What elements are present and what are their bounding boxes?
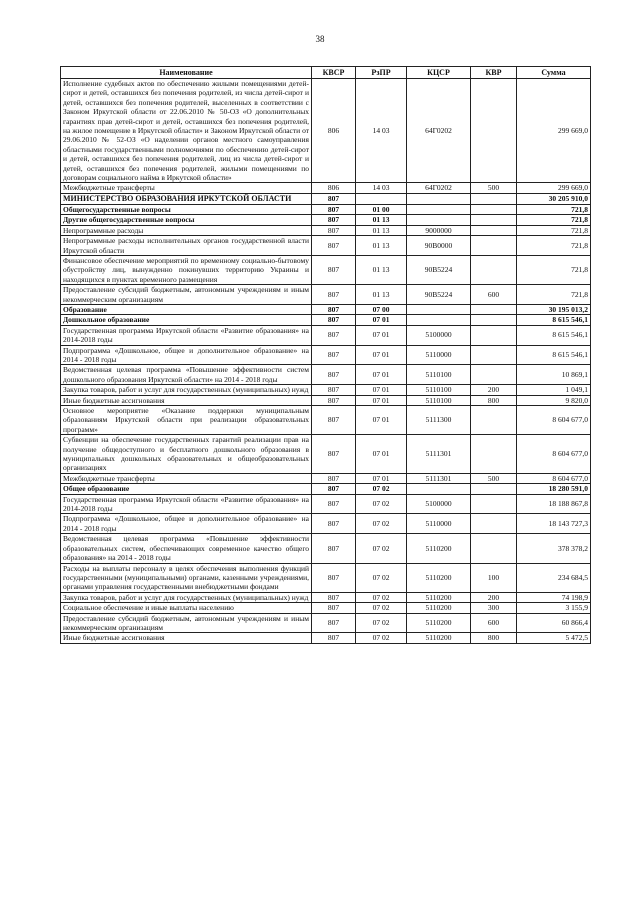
cell-rzpr: 07 01 xyxy=(356,325,407,345)
cell-sum: 721,8 xyxy=(517,255,591,284)
table-row xyxy=(61,236,591,256)
cell-kcsr: 64Г0202 xyxy=(407,183,471,193)
cell-kvsr: 806 xyxy=(312,79,356,183)
table-header-row xyxy=(61,67,591,79)
cell-kvr xyxy=(471,193,517,204)
header-sum: Сумма xyxy=(517,67,591,79)
cell-name: Ведомственная целевая программа «Повышение эффективности образовательных систем, обеспечивающих современное качество общего образования» на 2014 - 2018 годы xyxy=(61,534,312,563)
cell-kcsr: 5111301 xyxy=(407,435,471,474)
cell-rzpr: 01 13 xyxy=(356,285,407,305)
header-kvsr: КВСР xyxy=(312,67,356,79)
header-kvr: КВР xyxy=(471,67,517,79)
cell-kvsr: 807 xyxy=(312,304,356,314)
table-row xyxy=(61,183,591,193)
cell-kvr xyxy=(471,345,517,365)
cell-kvsr: 807 xyxy=(312,345,356,365)
cell-name: Подпрограмма «Дошкольное, общее и дополнительное образование» на 2014 - 2018 годы xyxy=(61,345,312,365)
cell-kvr xyxy=(471,255,517,284)
cell-name: Предоставление субсидий бюджетным, автономным учреждениям и иным некоммерческим организациям xyxy=(61,285,312,305)
table-row xyxy=(61,484,591,494)
cell-kvr xyxy=(471,365,517,385)
cell-name: МИНИСТЕРСТВО ОБРАЗОВАНИЯ ИРКУТСКОЙ ОБЛАСТИ xyxy=(61,193,312,204)
cell-sum: 8 604 677,0 xyxy=(517,406,591,435)
cell-name: Дошкольное образование xyxy=(61,315,312,325)
cell-name: Субвенции на обеспечение государственных гарантий реализации прав на получение общедоступного и бесплатного дошкольного образования в муниципальных дошкольных образовательных и общеобразовательных организациях xyxy=(61,435,312,474)
cell-name: Государственная программа Иркутской области «Развитие образования» на 2014-2018 годы xyxy=(61,494,312,514)
cell-sum: 8 615 546,1 xyxy=(517,325,591,345)
cell-sum: 18 188 867,8 xyxy=(517,494,591,514)
cell-rzpr: 07 01 xyxy=(356,435,407,474)
cell-kvsr: 807 xyxy=(312,193,356,204)
cell-name: Иные бюджетные ассигнования xyxy=(61,633,312,643)
cell-rzpr xyxy=(356,193,407,204)
cell-name: Финансовое обеспечение мероприятий по временному социально-бытовому обустройству лиц, вынужденно покинувших территорию Украины и находящихся в пунктах временного размещения xyxy=(61,255,312,284)
cell-rzpr: 07 02 xyxy=(356,603,407,613)
cell-rzpr: 14 03 xyxy=(356,79,407,183)
cell-name: Предоставление субсидий бюджетным, автономным учреждениям и иным некоммерческим организациям xyxy=(61,613,312,633)
cell-kcsr: 90В5224 xyxy=(407,255,471,284)
cell-sum: 234 684,5 xyxy=(517,563,591,592)
cell-sum: 378 378,2 xyxy=(517,534,591,563)
cell-kvsr: 807 xyxy=(312,406,356,435)
cell-sum: 299 669,0 xyxy=(517,183,591,193)
cell-kcsr xyxy=(407,193,471,204)
cell-sum: 721,8 xyxy=(517,285,591,305)
cell-kvr xyxy=(471,236,517,256)
cell-kvsr: 807 xyxy=(312,315,356,325)
cell-name: Закупка товаров, работ и услуг для государственных (муниципальных) нужд xyxy=(61,592,312,602)
table-row xyxy=(61,603,591,613)
cell-kcsr: 5100000 xyxy=(407,325,471,345)
cell-rzpr: 07 02 xyxy=(356,534,407,563)
cell-kvsr: 807 xyxy=(312,592,356,602)
cell-kcsr: 5110100 xyxy=(407,365,471,385)
table-row xyxy=(61,204,591,214)
cell-kcsr: 64Г0202 xyxy=(407,79,471,183)
cell-kcsr: 5110100 xyxy=(407,395,471,405)
cell-kvr xyxy=(471,79,517,183)
cell-sum: 8 615 546,1 xyxy=(517,315,591,325)
cell-kvsr: 807 xyxy=(312,365,356,385)
cell-kcsr: 5110000 xyxy=(407,345,471,365)
cell-sum: 721,8 xyxy=(517,225,591,235)
cell-name: Основное мероприятие «Оказание поддержки муниципальным образованиям Иркутской области при реализации образовательных программ» xyxy=(61,406,312,435)
cell-kcsr xyxy=(407,484,471,494)
cell-sum: 10 869,1 xyxy=(517,365,591,385)
cell-rzpr: 07 01 xyxy=(356,315,407,325)
cell-kvsr: 807 xyxy=(312,385,356,395)
cell-rzpr: 07 01 xyxy=(356,365,407,385)
cell-kvr xyxy=(471,484,517,494)
cell-kvr: 100 xyxy=(471,563,517,592)
cell-sum: 74 198,9 xyxy=(517,592,591,602)
cell-kvr: 500 xyxy=(471,183,517,193)
cell-kvsr: 807 xyxy=(312,325,356,345)
cell-rzpr: 07 01 xyxy=(356,473,407,483)
cell-kvsr: 807 xyxy=(312,215,356,225)
cell-kvr: 200 xyxy=(471,592,517,602)
table-row xyxy=(61,345,591,365)
table-row xyxy=(61,193,591,204)
cell-name: Подпрограмма «Дошкольное, общее и дополнительное образование» на 2014 - 2018 годы xyxy=(61,514,312,534)
cell-rzpr: 01 13 xyxy=(356,236,407,256)
cell-rzpr: 07 00 xyxy=(356,304,407,314)
cell-kcsr: 5110200 xyxy=(407,633,471,643)
cell-kvsr: 807 xyxy=(312,395,356,405)
cell-name: Социальное обеспечение и иные выплаты населению xyxy=(61,603,312,613)
cell-rzpr: 01 13 xyxy=(356,255,407,284)
cell-name: Другие общегосударственные вопросы xyxy=(61,215,312,225)
cell-rzpr: 07 01 xyxy=(356,406,407,435)
header-rzpr: РзПР xyxy=(356,67,407,79)
cell-kvsr: 807 xyxy=(312,435,356,474)
table-row xyxy=(61,435,591,474)
cell-kcsr: 5110200 xyxy=(407,563,471,592)
cell-rzpr: 07 02 xyxy=(356,514,407,534)
cell-rzpr: 07 01 xyxy=(356,345,407,365)
cell-kvr xyxy=(471,315,517,325)
table-row xyxy=(61,365,591,385)
cell-kvsr: 807 xyxy=(312,285,356,305)
cell-sum: 9 820,0 xyxy=(517,395,591,405)
cell-kvr: 800 xyxy=(471,633,517,643)
cell-kvsr: 807 xyxy=(312,563,356,592)
cell-kvr xyxy=(471,225,517,235)
cell-kvsr: 807 xyxy=(312,514,356,534)
cell-sum: 721,8 xyxy=(517,236,591,256)
table-row xyxy=(61,406,591,435)
cell-rzpr: 07 02 xyxy=(356,613,407,633)
cell-name: Общее образование xyxy=(61,484,312,494)
cell-kvsr: 807 xyxy=(312,633,356,643)
cell-kvr: 500 xyxy=(471,473,517,483)
cell-kvsr: 807 xyxy=(312,613,356,633)
cell-sum: 8 615 546,1 xyxy=(517,345,591,365)
cell-name: Исполнение судебных актов по обеспечению жилыми помещениями детей-сирот и детей, оставшихся без попечения родителей, из числа детей-сирот и детей, оставшихся без попечения родителей, выселенных в соответствии с Законом Иркутской области от 22.06.2010 № 50-ОЗ «О дополнительных гарантиях прав детей-сирот и детей, оставшихся без попечения родителей, на жилое помещение в Иркутской области» и Законом Иркутской области от 29.06.2010 № 52-ОЗ «О наделении органов местного самоуправления областными государственными полномочиями по обеспечению детей-сирот и детей, оставшихся без попечения родителей, лиц из числа детей-сирот и детей, оставшихся без попечения родителей, жилыми помещениями по договорам социального найма в Иркутской области» xyxy=(61,79,312,183)
cell-kvsr: 807 xyxy=(312,473,356,483)
cell-rzpr: 01 13 xyxy=(356,215,407,225)
table-row xyxy=(61,79,591,183)
table-row xyxy=(61,215,591,225)
cell-name: Межбюджетные трансферты xyxy=(61,473,312,483)
table-row xyxy=(61,563,591,592)
cell-name: Межбюджетные трансферты xyxy=(61,183,312,193)
cell-kvsr: 807 xyxy=(312,484,356,494)
cell-sum: 721,8 xyxy=(517,215,591,225)
cell-sum: 721,8 xyxy=(517,204,591,214)
table-row xyxy=(61,395,591,405)
cell-name: Общегосударственные вопросы xyxy=(61,204,312,214)
table-row xyxy=(61,613,591,633)
cell-sum: 8 604 677,0 xyxy=(517,435,591,474)
cell-kcsr xyxy=(407,204,471,214)
budget-table xyxy=(60,66,591,644)
cell-sum: 30 205 910,0 xyxy=(517,193,591,204)
cell-sum: 18 280 591,0 xyxy=(517,484,591,494)
table-row xyxy=(61,633,591,643)
cell-rzpr: 07 02 xyxy=(356,633,407,643)
cell-name: Образование xyxy=(61,304,312,314)
cell-sum: 5 472,5 xyxy=(517,633,591,643)
cell-kvr xyxy=(471,514,517,534)
cell-rzpr: 01 00 xyxy=(356,204,407,214)
cell-name: Расходы на выплаты персоналу в целях обеспечения выполнения функций государственными (муниципальными) органами, казенными учреждениями, органами управления государственными внебюджетными фондами xyxy=(61,563,312,592)
cell-kcsr: 5110100 xyxy=(407,385,471,395)
cell-rzpr: 07 01 xyxy=(356,395,407,405)
table-row xyxy=(61,534,591,563)
cell-kvsr: 807 xyxy=(312,255,356,284)
cell-kvr xyxy=(471,215,517,225)
table-row xyxy=(61,473,591,483)
cell-sum: 30 195 013,2 xyxy=(517,304,591,314)
cell-kvr xyxy=(471,534,517,563)
cell-sum: 299 669,0 xyxy=(517,79,591,183)
cell-kcsr: 90В5224 xyxy=(407,285,471,305)
cell-kcsr: 5110200 xyxy=(407,613,471,633)
cell-kvr: 600 xyxy=(471,613,517,633)
cell-kcsr xyxy=(407,304,471,314)
table-row xyxy=(61,315,591,325)
cell-sum: 8 604 677,0 xyxy=(517,473,591,483)
page-number: 38 xyxy=(315,34,325,44)
cell-rzpr: 07 02 xyxy=(356,494,407,514)
cell-kvr: 600 xyxy=(471,285,517,305)
cell-name: Государственная программа Иркутской области «Развитие образования» на 2014-2018 годы xyxy=(61,325,312,345)
cell-kvr xyxy=(471,204,517,214)
cell-kcsr: 5100000 xyxy=(407,494,471,514)
cell-rzpr: 14 03 xyxy=(356,183,407,193)
cell-kvr: 300 xyxy=(471,603,517,613)
table-row xyxy=(61,304,591,314)
cell-kvr xyxy=(471,406,517,435)
cell-kcsr: 5110200 xyxy=(407,534,471,563)
cell-kvr: 800 xyxy=(471,395,517,405)
cell-kvr xyxy=(471,325,517,345)
cell-name: Непрограммные расходы xyxy=(61,225,312,235)
table-row xyxy=(61,225,591,235)
cell-kvsr: 807 xyxy=(312,225,356,235)
cell-kvsr: 807 xyxy=(312,603,356,613)
cell-kcsr xyxy=(407,215,471,225)
cell-kvsr: 806 xyxy=(312,183,356,193)
cell-kvsr: 807 xyxy=(312,236,356,256)
table-body xyxy=(61,79,591,644)
cell-sum: 18 143 727,3 xyxy=(517,514,591,534)
cell-rzpr: 07 02 xyxy=(356,484,407,494)
cell-kcsr: 5111301 xyxy=(407,473,471,483)
cell-kcsr: 5110200 xyxy=(407,592,471,602)
cell-kvr xyxy=(471,494,517,514)
cell-rzpr: 07 01 xyxy=(356,385,407,395)
cell-rzpr: 07 02 xyxy=(356,563,407,592)
header-name: Наименование xyxy=(61,67,312,79)
cell-kcsr: 90В0000 xyxy=(407,236,471,256)
table-row xyxy=(61,494,591,514)
cell-kvsr: 807 xyxy=(312,534,356,563)
cell-kvr: 200 xyxy=(471,385,517,395)
table-row xyxy=(61,514,591,534)
table-row xyxy=(61,325,591,345)
cell-kvr xyxy=(471,435,517,474)
header-kcsr: КЦСР xyxy=(407,67,471,79)
cell-name: Иные бюджетные ассигнования xyxy=(61,395,312,405)
cell-sum: 60 866,4 xyxy=(517,613,591,633)
cell-kcsr: 5111300 xyxy=(407,406,471,435)
table-row xyxy=(61,285,591,305)
table-row xyxy=(61,255,591,284)
cell-rzpr: 01 13 xyxy=(356,225,407,235)
cell-kcsr: 5110200 xyxy=(407,603,471,613)
cell-kcsr xyxy=(407,315,471,325)
cell-kcsr: 5110000 xyxy=(407,514,471,534)
cell-name: Ведомственная целевая программа «Повышение эффективности систем дошкольного образования Иркутской области» на 2014 - 2018 годы xyxy=(61,365,312,385)
table-row xyxy=(61,385,591,395)
cell-kcsr: 9000000 xyxy=(407,225,471,235)
table-row xyxy=(61,592,591,602)
cell-name: Непрограммные расходы исполнительных органов государственной власти Иркутской области xyxy=(61,236,312,256)
cell-sum: 3 155,9 xyxy=(517,603,591,613)
cell-name: Закупка товаров, работ и услуг для государственных (муниципальных) нужд xyxy=(61,385,312,395)
cell-kvsr: 807 xyxy=(312,204,356,214)
cell-sum: 1 049,1 xyxy=(517,385,591,395)
cell-rzpr: 07 02 xyxy=(356,592,407,602)
cell-kvsr: 807 xyxy=(312,494,356,514)
cell-kvr xyxy=(471,304,517,314)
